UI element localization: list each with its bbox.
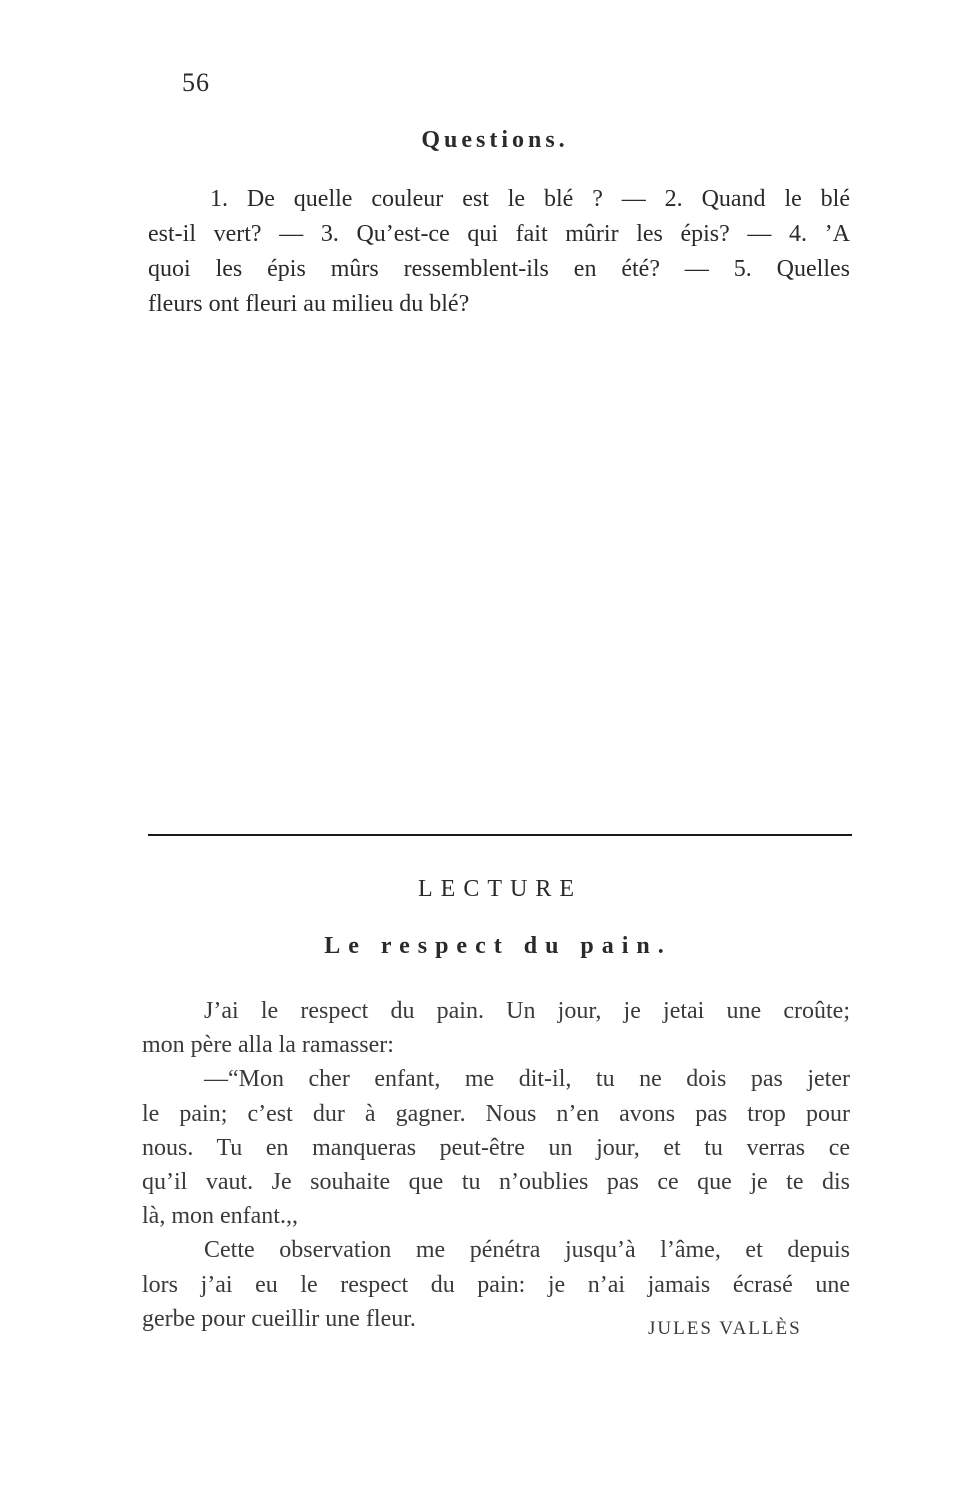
- questions-line: 1. De quelle couleur est le blé ? — 2. Quand le blé: [210, 186, 850, 212]
- reading-line: le pain; c’est dur à gagner. Nous n’en avons pas trop pour: [142, 1100, 850, 1127]
- reading-line: lors j’ai eu le respect du pain: je n’ai jamais écrasé une: [142, 1271, 850, 1298]
- page-number: 56: [182, 68, 210, 97]
- reading-title: Le respect du pain.: [324, 933, 672, 959]
- reading-line: —“Mon cher enfant, me dit-il, tu ne dois pas jeter: [204, 1066, 850, 1093]
- reading-line: mon père alla la ramasser:: [142, 1032, 394, 1059]
- reading-line: là, mon enfant.,,: [142, 1203, 298, 1230]
- questions-line: quoi les épis mûrs ressemblent-ils en été? — 5. Quelles: [148, 256, 850, 282]
- questions-heading: Questions.: [421, 127, 569, 153]
- author-signature: JULES VALLÈS: [648, 1318, 802, 1339]
- reading-line: nous. Tu en manqueras peut-être un jour, et tu verras ce: [142, 1134, 850, 1161]
- questions-line: est-il vert? — 3. Qu’est-ce qui fait mûrir les épis? — 4. ’A: [148, 221, 850, 247]
- reading-line: J’ai le respect du pain. Un jour, je jetai une croûte;: [204, 998, 850, 1024]
- reading-line: qu’il vaut. Je souhaite que tu n’oublies pas ce que je te dis: [142, 1169, 850, 1196]
- questions-line: fleurs ont fleuri au milieu du blé?: [148, 291, 470, 317]
- reading-line: gerbe pour cueillir une fleur.: [142, 1305, 416, 1332]
- reading-line: Cette observation me pénétra jusqu’à l’âme, et depuis: [204, 1237, 850, 1264]
- section-divider: [148, 834, 852, 836]
- questions-text: [148, 182, 850, 322]
- lecture-heading: LECTURE: [418, 876, 582, 902]
- reading-text: [142, 994, 850, 1336]
